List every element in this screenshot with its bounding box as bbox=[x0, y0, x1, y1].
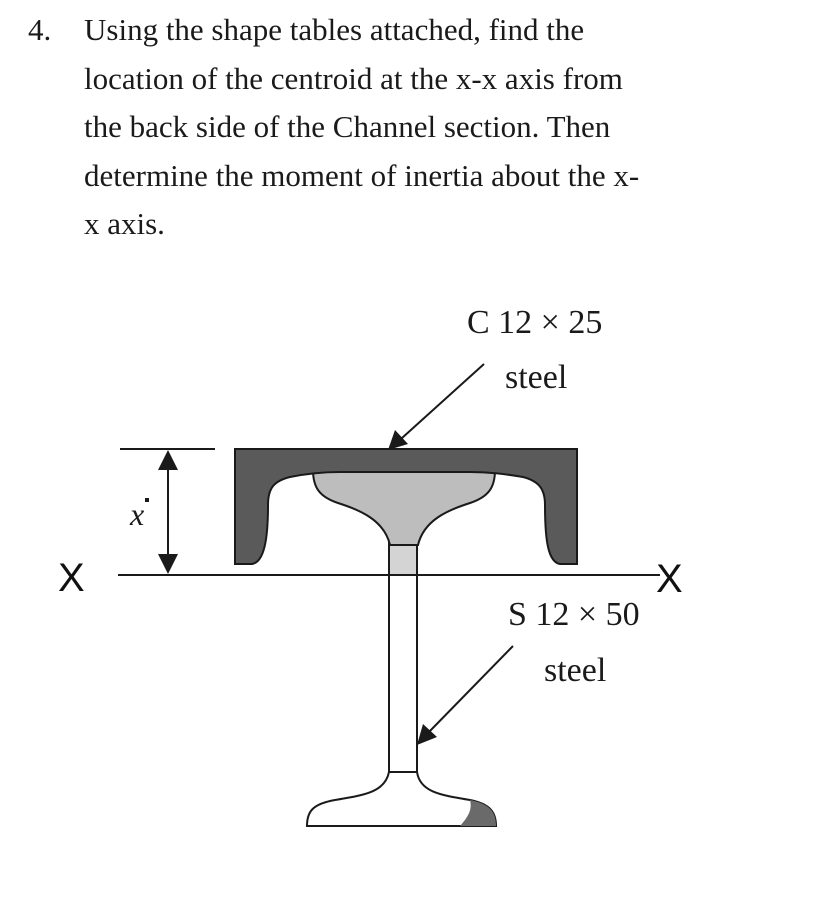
channel-label: C 12 × 25 bbox=[467, 304, 603, 341]
s-beam-top-flange bbox=[313, 470, 495, 545]
axis-label-left: X bbox=[58, 556, 85, 600]
channel-leader-line bbox=[402, 364, 484, 438]
channel-material: steel bbox=[505, 359, 568, 396]
dimension-arrowhead-bottom bbox=[158, 554, 178, 574]
axis-label-right: X bbox=[656, 557, 683, 601]
s-beam-label: S 12 × 50 bbox=[508, 596, 640, 633]
channel-leader-arrowhead bbox=[388, 430, 408, 450]
dimension-label: x bbox=[130, 496, 145, 532]
s-beam-leader-line bbox=[428, 646, 513, 733]
s-beam-material: steel bbox=[544, 652, 607, 689]
problem-line-3: the back side of the Channel section. Then bbox=[84, 109, 611, 144]
problem-line-5: x axis. bbox=[84, 206, 165, 241]
problem-number: 4. bbox=[28, 12, 52, 47]
problem-line-1: Using the shape tables attached, find the bbox=[84, 12, 585, 47]
dimension-arrowhead-top bbox=[158, 450, 178, 470]
problem-line-4: determine the moment of inertia about the x- bbox=[84, 157, 640, 193]
problem-line-2: location of the centroid at the x-x axis from bbox=[84, 60, 623, 96]
dimension-label-dot bbox=[145, 498, 149, 502]
